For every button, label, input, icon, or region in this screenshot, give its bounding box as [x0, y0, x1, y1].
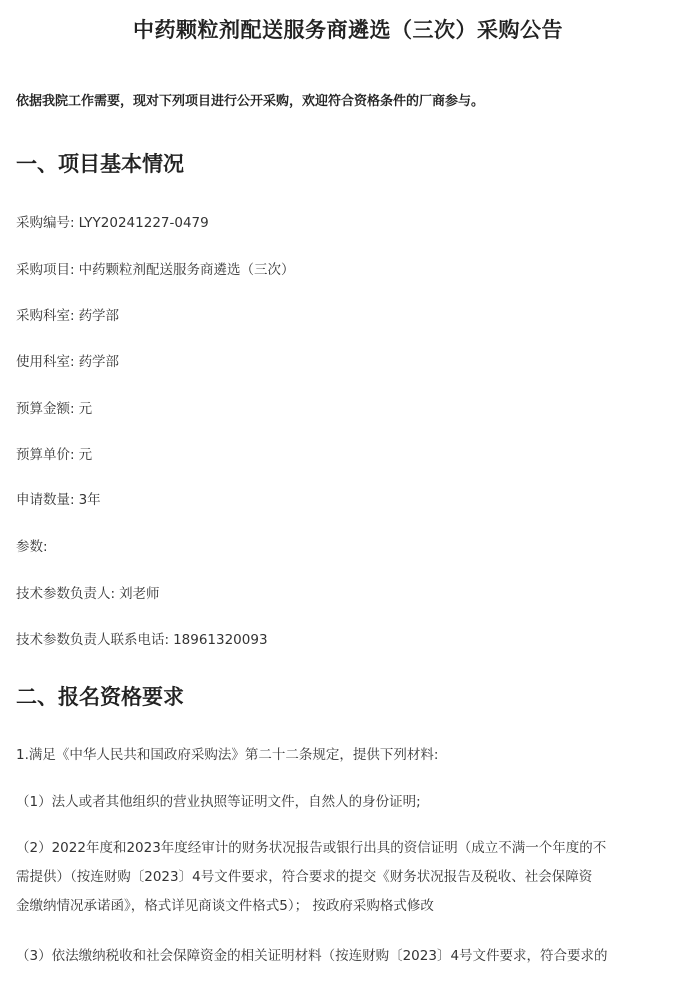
field-value: 元 — [78, 401, 93, 417]
field-using-department — [16, 350, 119, 370]
field-tech-contact-phone — [16, 628, 268, 648]
field-value: 18961320093 — [173, 632, 268, 648]
field-budget-unit-price — [16, 443, 92, 463]
section-heading-basic-info: 一、项目基本情况 — [16, 152, 184, 176]
paragraph-line: 金缴纳情况承诺函》，格式详见商谈文件格式5）； 按政府采购格式修改 — [16, 898, 434, 914]
qualification-item-1: 1.满足《中华人民共和国政府采购法》第二十二条规定，提供下列材料: — [16, 747, 439, 763]
document-title: 中药颗粒剂配送服务商遴选（三次）采购公告 — [133, 18, 563, 42]
field-label: 申请数量: — [16, 492, 75, 508]
field-value: 3年 — [78, 492, 101, 508]
field-procurement-department — [16, 304, 119, 324]
field-value: 元 — [78, 447, 93, 463]
field-value: 刘老师 — [119, 586, 160, 602]
field-quantity — [16, 488, 101, 508]
field-label: 采购科室: — [16, 308, 75, 324]
qualification-sub-2 — [16, 836, 680, 923]
qualification-sub-1: （1）法人或者其他组织的营业执照等证明文件，自然人的身份证明; — [16, 794, 421, 810]
field-label: 采购编号: — [16, 215, 75, 231]
qualification-sub-3: （3）依法缴纳税收和社会保障资金的相关证明材料（按连财购〔2023〕4号文件要求，符合要求的 — [16, 948, 608, 964]
field-procurement-project — [16, 258, 295, 278]
field-label: 预算单价: — [16, 447, 75, 463]
field-value: 药学部 — [78, 354, 120, 370]
field-value: LYY20241227-0479 — [78, 215, 209, 231]
field-value: 药学部 — [78, 308, 120, 324]
paragraph-line: 需提供）（按连财购〔2023〕4号文件要求，符合要求的提交《财务状况报告及税收、社会保障资 — [16, 869, 593, 885]
field-label: 技术参数负责人: — [16, 586, 116, 602]
field-label: 使用科室: — [16, 354, 75, 370]
field-label: 采购项目: — [16, 262, 75, 278]
field-procurement-number — [16, 211, 209, 231]
section-heading-qualification: 二、报名资格要求 — [16, 685, 184, 709]
paragraph-line: （2）2022年度和2023年度经审计的财务状况报告或银行出具的资信证明（成立不满一个年度的不 — [16, 840, 607, 856]
field-tech-contact — [16, 582, 160, 602]
field-label: 预算金额: — [16, 401, 75, 417]
intro-text: 依据我院工作需要，现对下列项目进行公开采购，欢迎符合资格条件的厂商参与。 — [16, 94, 485, 109]
field-value: 中药颗粒剂配送服务商遴选（三次） — [78, 262, 295, 278]
field-budget-amount — [16, 397, 92, 417]
field-label: 技术参数负责人联系电话: — [16, 632, 170, 648]
field-parameters — [16, 535, 52, 555]
field-label: 参数: — [16, 539, 48, 555]
